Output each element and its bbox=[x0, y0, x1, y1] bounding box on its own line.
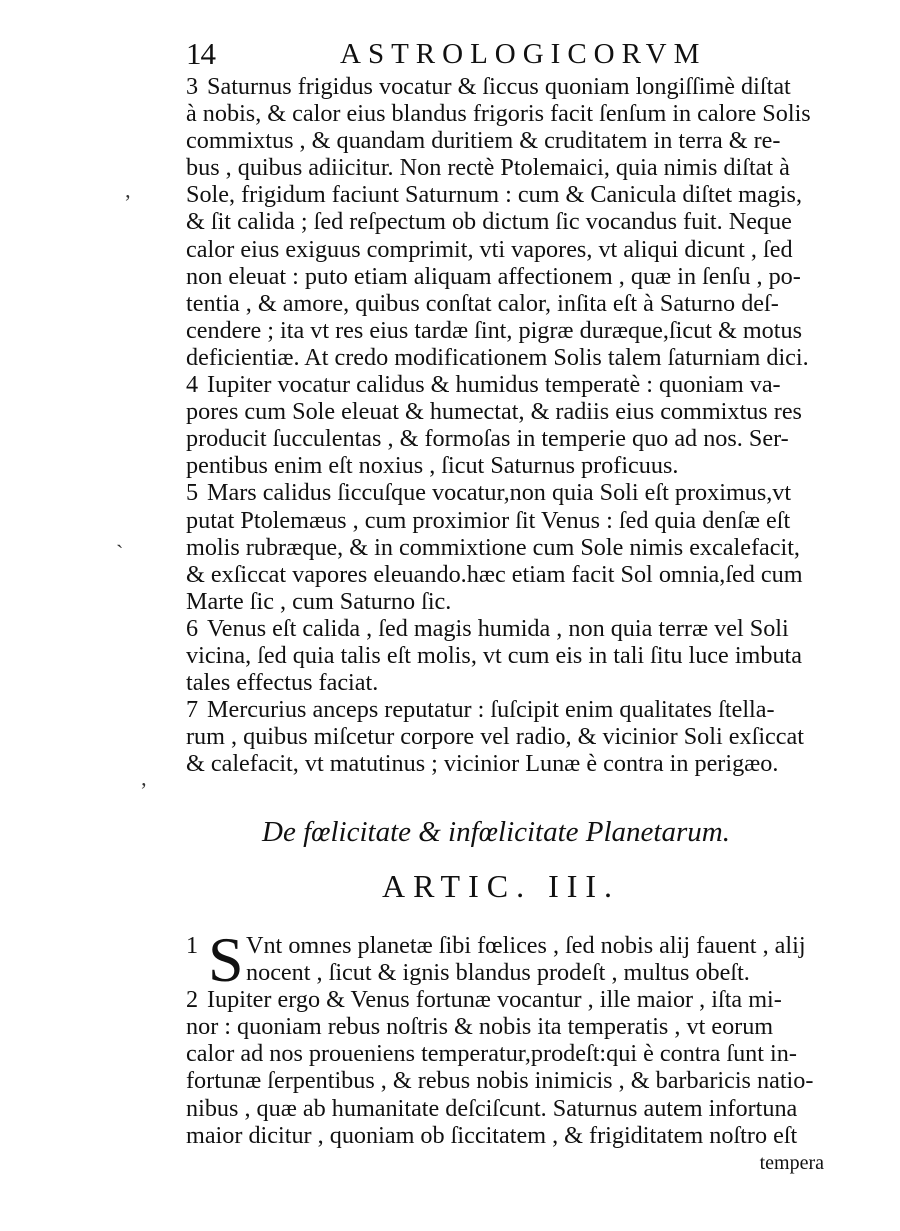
text-line: 2 Iupiter ergo & Venus fortunæ vocantur , ille maior , iſta mi- bbox=[186, 986, 782, 1014]
section-heading: De fœlicitate & infœlicitate Planetarum. bbox=[262, 816, 730, 848]
paragraph-3 bbox=[186, 73, 876, 371]
text-line: Marte ſic , cum Saturno ſic. bbox=[186, 587, 452, 615]
text-line: & calefacit, vt matutinus ; vicinior Lunæ è contra in perigæo. bbox=[186, 750, 779, 778]
section-felicity bbox=[186, 924, 876, 1149]
text-line: nor : quoniam rebus noſtris & nobis ita temperatis , vt eorum bbox=[186, 1013, 774, 1041]
text-line: pentibus enim eſt noxius , ſicut Saturnus proficuus. bbox=[186, 452, 679, 480]
text-line: tentia , & amore, quibus conſtat calor, inſita eſt à Saturno deſ- bbox=[186, 289, 779, 317]
paragraph-number: 6 bbox=[186, 614, 199, 642]
text-line: tales effectus faciat. bbox=[186, 669, 379, 697]
section-qualities bbox=[186, 73, 876, 777]
margin-mark: ʼ bbox=[140, 778, 148, 803]
page-header bbox=[186, 36, 876, 72]
margin-mark: ʼ bbox=[124, 190, 132, 215]
page-number: 14 bbox=[186, 36, 215, 71]
running-title: ASTROLOGICORVM bbox=[340, 38, 707, 70]
paragraph-number: 1 bbox=[186, 932, 199, 959]
text-line: à nobis, & calor eius blandus frigoris facit ſenſum in calore Solis bbox=[186, 100, 811, 128]
text-line: Sole, frigidum faciunt Saturnum : cum & Canicula diſtet magis, bbox=[186, 181, 803, 209]
text-line: non eleuat : puto etiam aliquam affectionem , quæ in ſenſu , po- bbox=[186, 262, 801, 290]
text-line: molis rubræque, & in commixtione cum Sole nimis excalefacit, bbox=[186, 533, 800, 561]
paragraph-number: 4 bbox=[186, 371, 199, 399]
text-line: 1 Vnt omnes planetæ ſibi fœlices , ſed nobis alij fauent , alij bbox=[186, 932, 806, 959]
paragraph-5 bbox=[186, 479, 876, 614]
article-heading: ARTIC. III. bbox=[382, 868, 621, 904]
text-line: 3 Saturnus frigidus vocatur & ſiccus quoniam longiſſimè diſtat bbox=[186, 73, 791, 100]
paragraph-number: 5 bbox=[186, 479, 199, 507]
text-line: 7 Mercurius anceps reputatur : ſuſcipit enim qualitates ſtella- bbox=[186, 696, 775, 724]
text-line: & ſit calida ; ſed reſpectum ob dictum ſic vocandus fuit. Neque bbox=[186, 208, 792, 236]
paragraph-7 bbox=[186, 696, 876, 777]
text-line: & exſiccat vapores eleuando.hæc etiam facit Sol omnia,ſed cum bbox=[186, 560, 803, 588]
text-line: vicina, ſed quia talis eſt molis, vt cum eis in tali ſitu luce imbuta bbox=[186, 641, 802, 669]
paragraph-number: 7 bbox=[186, 696, 199, 724]
text-line: calor ad nos proueniens temperatur,prodeſt:qui è contra ſunt in- bbox=[186, 1040, 797, 1068]
text-line: maior dicitur , quoniam ob ſiccitatem , & frigiditatem noſtro eſt bbox=[186, 1121, 798, 1149]
paragraph-2 bbox=[186, 986, 876, 1149]
paragraph-number: 3 bbox=[186, 73, 199, 100]
text-line: cendere ; ita vt res eius tardæ ſint, pigræ duræque,ſicut & motus bbox=[186, 316, 802, 344]
text-line: rum , quibus miſcetur corpore vel radio, & vicinior Soli exſiccat bbox=[186, 723, 804, 751]
drop-cap: S bbox=[208, 924, 244, 995]
text-line: producit ſucculentas , & formoſas in temperie quo ad nos. Ser- bbox=[186, 425, 789, 453]
text-line: commixtus , & quandam duritiem & cruditatem in terra & re- bbox=[186, 127, 781, 155]
text-line: nibus , quæ ab humanitate deſciſcunt. Saturnus autem infortuna bbox=[186, 1094, 798, 1122]
text-line: 4 Iupiter vocatur calidus & humidus temperatè : quoniam va- bbox=[186, 371, 781, 399]
paragraph-6 bbox=[186, 615, 876, 696]
margin-mark: ˋ bbox=[116, 540, 124, 565]
paragraph-number: 2 bbox=[186, 986, 199, 1014]
text-line: bus , quibus adiicitur. Non rectè Ptolemaici, quia nimis diſtat à bbox=[186, 154, 790, 182]
catchword: tempera bbox=[759, 1152, 824, 1174]
paragraph-4 bbox=[186, 371, 876, 479]
text-line: calor eius exiguus comprimit, vti vapores, vt aliqui dicunt , ſed bbox=[186, 235, 793, 263]
text-line: 6 Venus eſt calida , ſed magis humida , non quia terræ vel Soli bbox=[186, 614, 789, 642]
text-line: fortunæ ſerpentibus , & rebus nobis inimicis , & barbaricis natio- bbox=[186, 1067, 814, 1095]
text-line: deficientiæ. At credo modificationem Solis talem ſaturniam dici. bbox=[186, 343, 809, 371]
paragraph-1 bbox=[186, 924, 876, 995]
text-line: 5 Mars calidus ſiccuſque vocatur,non quia Soli eſt proximus,vt bbox=[186, 479, 792, 507]
text-line: pores cum Sole eleuat & humectat, & radiis eius commixtus res bbox=[186, 398, 802, 426]
text-line: putat Ptolemæus , cum proximior ſit Venus : ſed quia denſæ eſt bbox=[186, 506, 791, 534]
text-line: nocent , ſicut & ignis blandus prodeſt , multus obeſt. bbox=[246, 959, 750, 987]
